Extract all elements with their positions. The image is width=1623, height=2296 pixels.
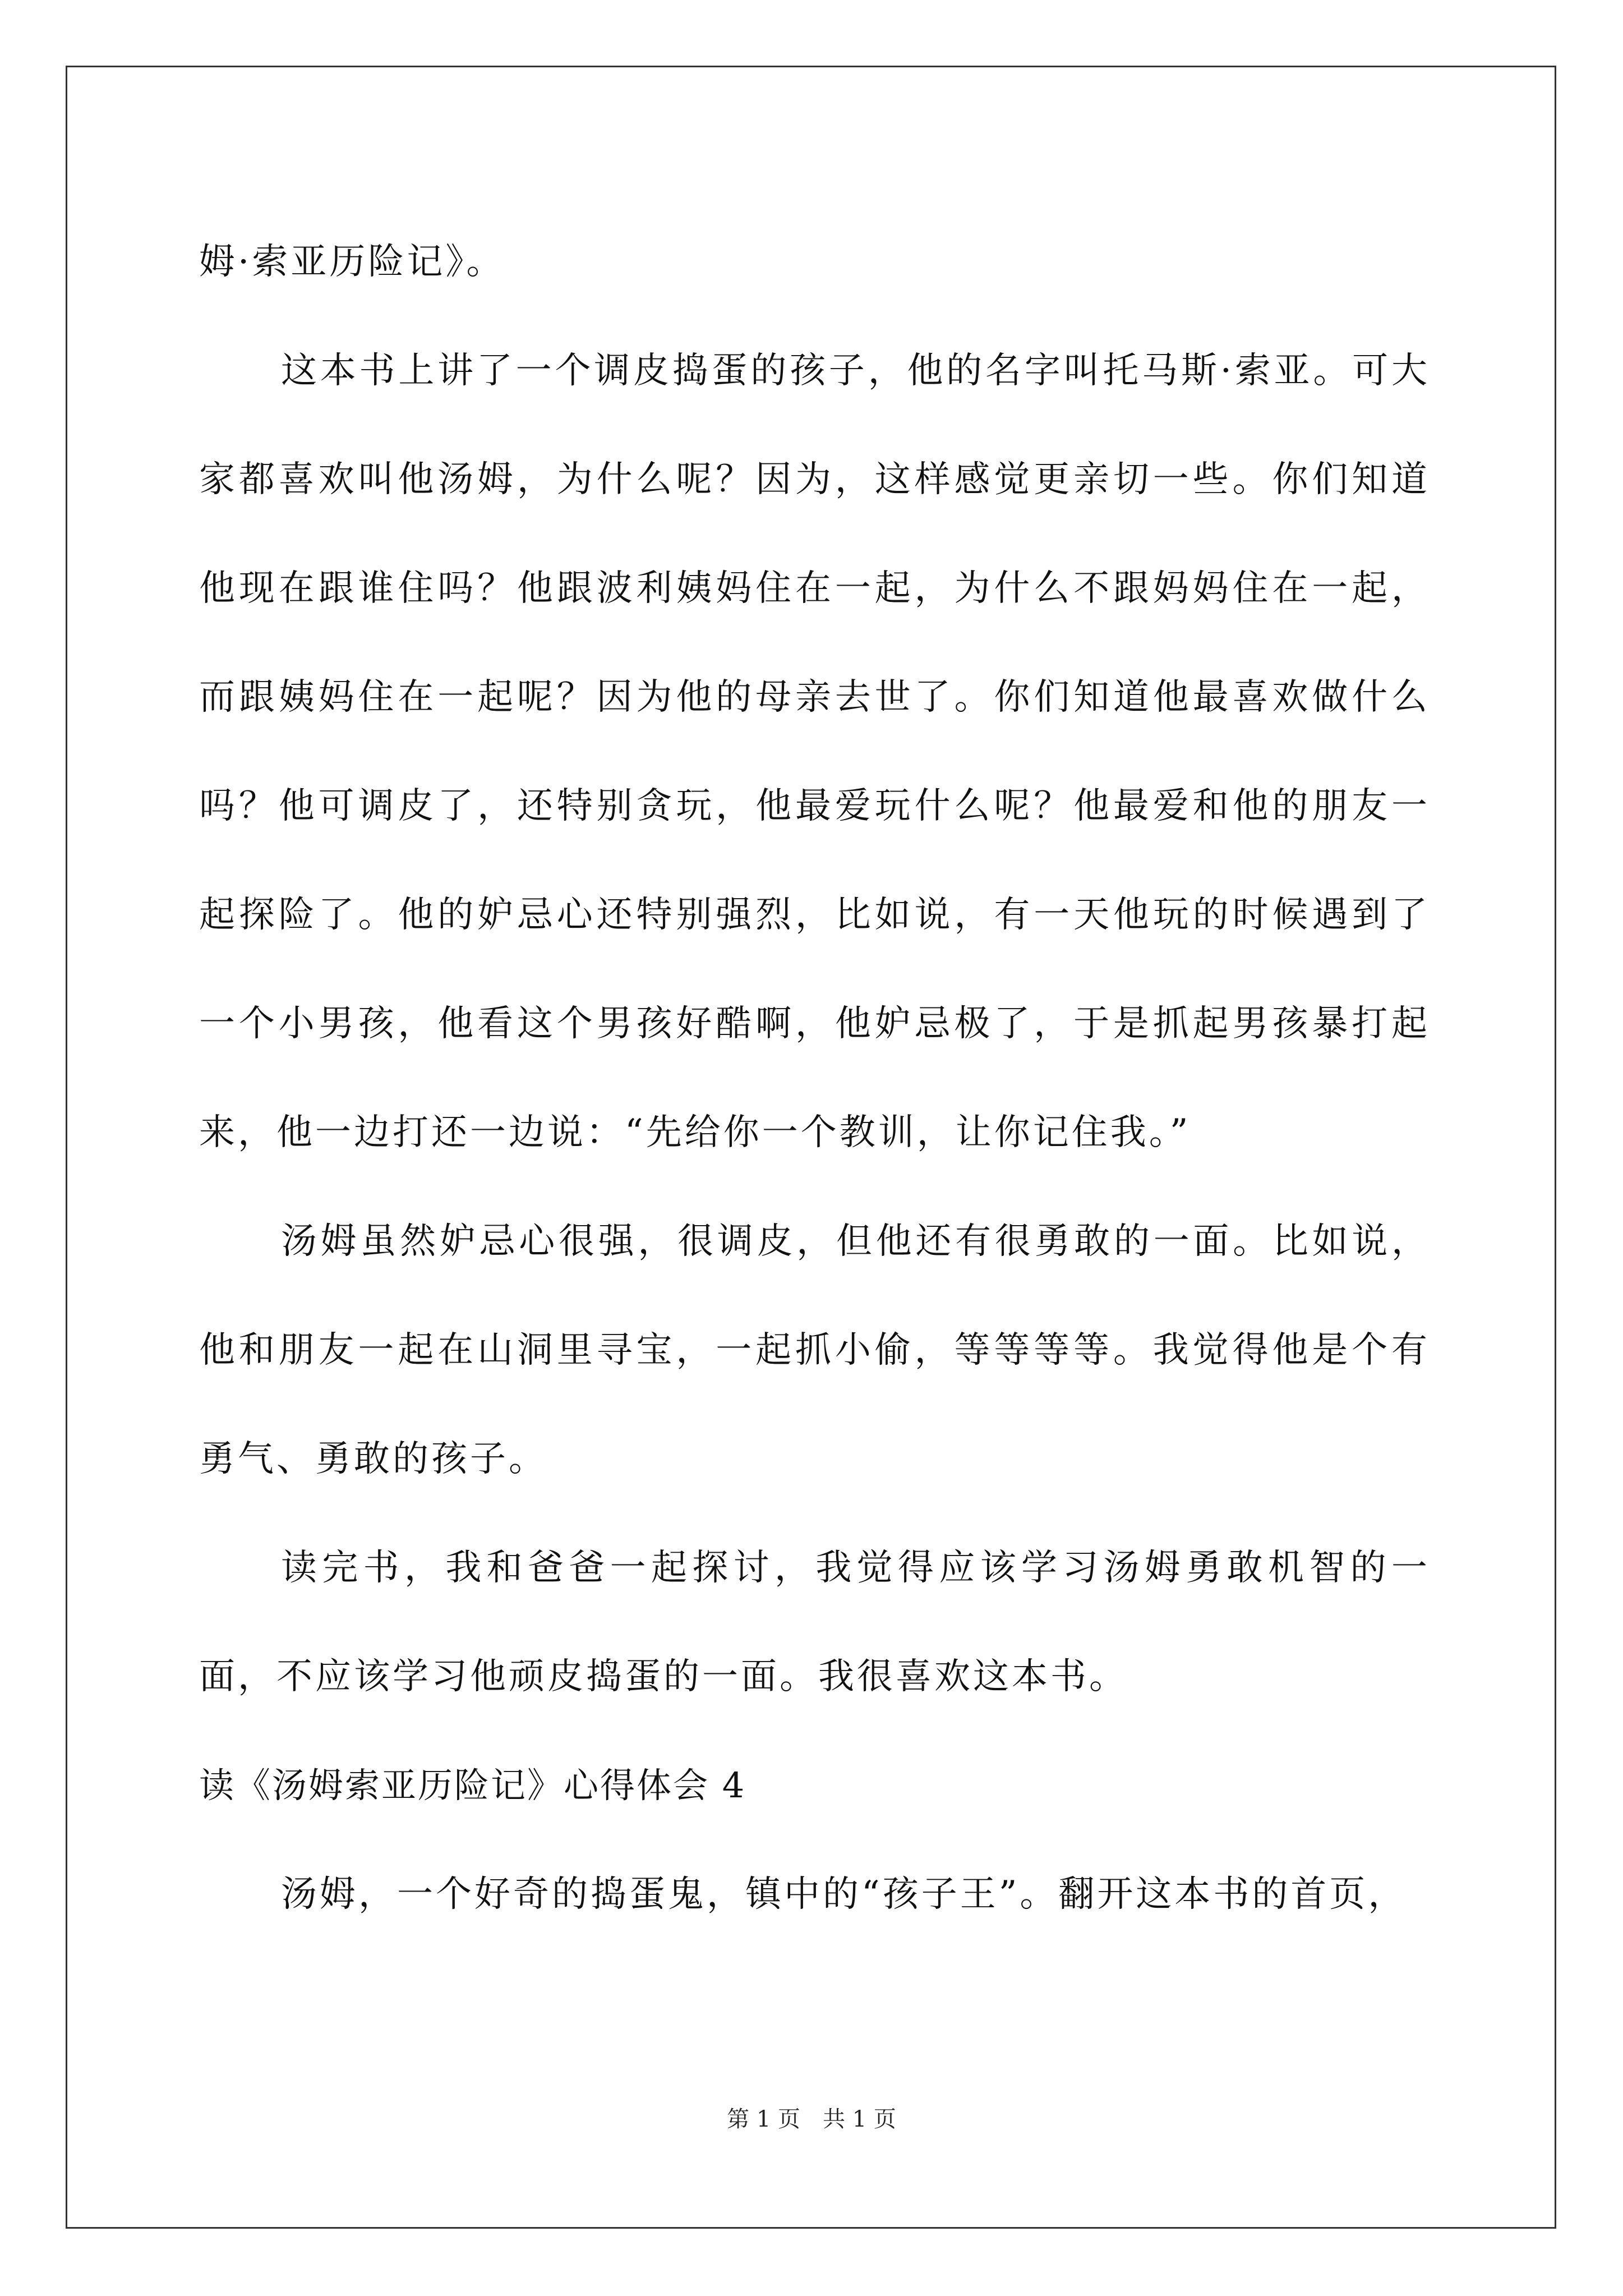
page-footer: 第 1 页 共 1 页 — [727, 2106, 896, 2132]
paragraph: 这本书上讲了一个调皮捣蛋的孩子，他的名字叫托马斯·索亚。可大家都喜欢叫他汤姆，为什么呢？因为，这样感觉更亲切一些。你们知道他现在跟谁住吗？他跟波利姨妈住在一起，为什么不跟妈妈住在一起，而跟姨妈住在一起呢？因为他的母亲去世了。你们知道他最喜欢做什么吗？他可调皮了，还特别贪玩，他最爱玩什么呢？他最爱和他的朋友一起探险了。他的妒忌心还特别强烈，比如说，有一天他玩的时候遇到了一个小男孩，他看这个男孩好酷啊，他妒忌极了，于是抓起男孩暴打起来，他一边打还一边说：“先给你一个教训，让你记住我。” — [199, 350, 1430, 1153]
paragraph: 姆·索亚历险记》。 — [199, 241, 505, 283]
document-body — [199, 208, 1430, 1949]
paragraph: 读完书，我和爸爸一起探讨，我觉得应该学习汤姆勇敢机智的一面，不应该学习他顽皮捣蛋的一面。我很喜欢这本书。 — [199, 1547, 1430, 1697]
paragraph: 汤姆虽然妒忌心很强，很调皮，但他还有很勇敢的一面。比如说，他和朋友一起在山洞里寻宝，一起抓小偷，等等等等。我觉得他是个有勇气、勇敢的孩子。 — [199, 1221, 1430, 1480]
section-heading: 读《汤姆索亚历险记》心得体会 4 — [199, 1765, 746, 1806]
paragraph: 汤姆，一个好奇的捣蛋鬼，镇中的“孩子王”。翻开这本书的首页， — [281, 1874, 1407, 1915]
